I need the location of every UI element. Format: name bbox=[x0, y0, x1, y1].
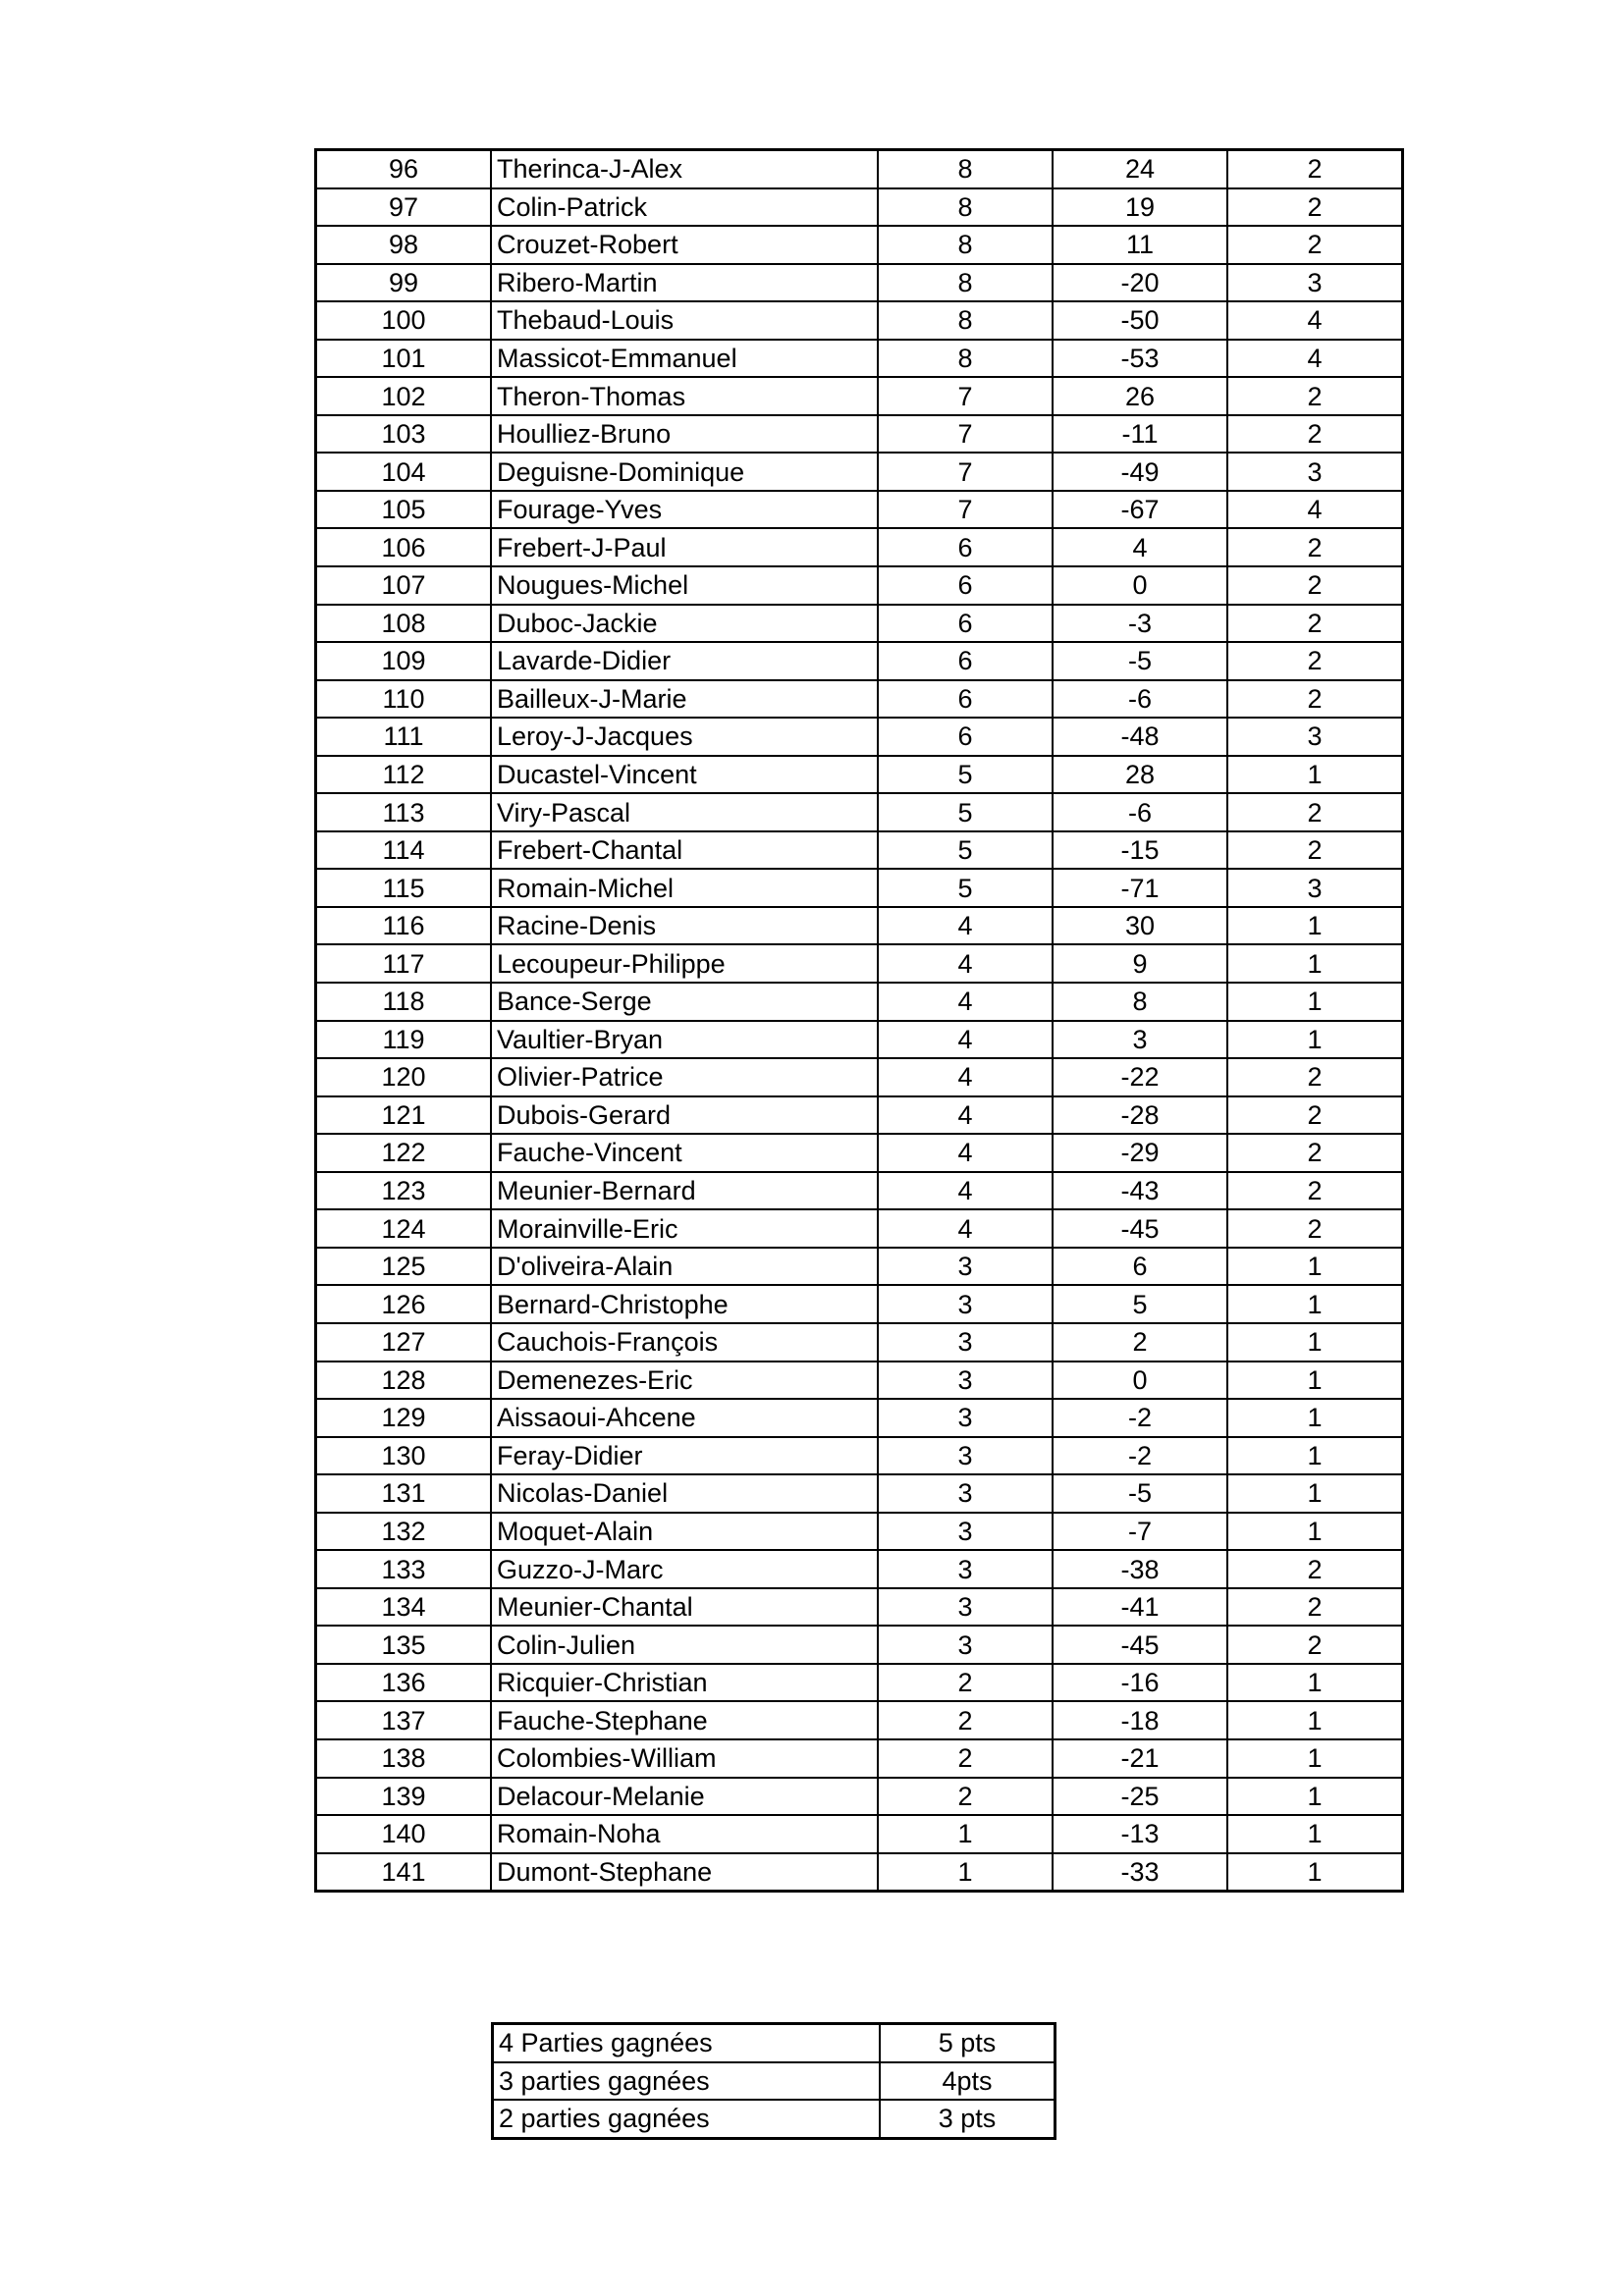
points-cell: 6 bbox=[878, 642, 1053, 680]
rank-cell: 97 bbox=[316, 188, 492, 227]
points-cell: 2 bbox=[878, 1701, 1053, 1739]
score-difference-cell: -15 bbox=[1053, 831, 1227, 870]
score-difference-cell: -28 bbox=[1053, 1096, 1227, 1135]
wins-cell: 2 bbox=[1227, 415, 1403, 454]
rank-cell: 122 bbox=[316, 1134, 492, 1172]
player-name-cell: Demenezes-Eric bbox=[491, 1362, 878, 1400]
player-name-cell: Meunier-Bernard bbox=[491, 1172, 878, 1210]
rank-cell: 118 bbox=[316, 983, 492, 1021]
score-difference-cell: -43 bbox=[1053, 1172, 1227, 1210]
score-difference-cell: 11 bbox=[1053, 226, 1227, 264]
rank-cell: 140 bbox=[316, 1815, 492, 1853]
table-row bbox=[316, 1362, 1403, 1400]
player-name-cell: Viry-Pascal bbox=[491, 793, 878, 831]
score-difference-cell: 5 bbox=[1053, 1285, 1227, 1323]
wins-cell: 3 bbox=[1227, 869, 1403, 907]
player-name-cell: Massicot-Emmanuel bbox=[491, 340, 878, 378]
player-name-cell: Aissaoui-Ahcene bbox=[491, 1399, 878, 1437]
score-difference-cell: 19 bbox=[1053, 188, 1227, 227]
table-row bbox=[316, 1664, 1403, 1702]
points-legend-body bbox=[493, 2024, 1056, 2139]
player-name-cell: Dumont-Stephane bbox=[491, 1853, 878, 1892]
points-cell: 3 bbox=[878, 1626, 1053, 1664]
rank-cell: 120 bbox=[316, 1058, 492, 1096]
rank-cell: 106 bbox=[316, 528, 492, 566]
score-difference-cell: -45 bbox=[1053, 1209, 1227, 1248]
table-row bbox=[316, 188, 1403, 227]
player-name-cell: Morainville-Eric bbox=[491, 1209, 878, 1248]
rank-cell: 124 bbox=[316, 1209, 492, 1248]
points-cell: 3 bbox=[878, 1513, 1053, 1551]
wins-cell: 2 bbox=[1227, 1209, 1403, 1248]
rank-cell: 96 bbox=[316, 150, 492, 188]
player-name-cell: Meunier-Chantal bbox=[491, 1588, 878, 1627]
points-cell: 4 bbox=[878, 944, 1053, 983]
points-cell: 2 bbox=[878, 1739, 1053, 1778]
table-row bbox=[316, 1096, 1403, 1135]
legend-row bbox=[493, 2062, 1056, 2101]
player-name-cell: Colin-Patrick bbox=[491, 188, 878, 227]
ranking-table bbox=[314, 148, 1404, 1893]
wins-cell: 3 bbox=[1227, 264, 1403, 302]
points-cell: 6 bbox=[878, 680, 1053, 719]
wins-cell: 3 bbox=[1227, 453, 1403, 491]
rank-cell: 99 bbox=[316, 264, 492, 302]
player-name-cell: Colombies-William bbox=[491, 1739, 878, 1778]
rank-cell: 128 bbox=[316, 1362, 492, 1400]
score-difference-cell: 0 bbox=[1053, 566, 1227, 605]
rank-cell: 111 bbox=[316, 718, 492, 756]
table-row bbox=[316, 1285, 1403, 1323]
rank-cell: 110 bbox=[316, 680, 492, 719]
player-name-cell: Delacour-Melanie bbox=[491, 1778, 878, 1816]
player-name-cell: Nougues-Michel bbox=[491, 566, 878, 605]
player-name-cell: Guzzo-J-Marc bbox=[491, 1550, 878, 1588]
rank-cell: 141 bbox=[316, 1853, 492, 1892]
table-row bbox=[316, 1513, 1403, 1551]
score-difference-cell: 0 bbox=[1053, 1362, 1227, 1400]
table-row bbox=[316, 415, 1403, 454]
points-cell: 4 bbox=[878, 1172, 1053, 1210]
player-name-cell: Romain-Noha bbox=[491, 1815, 878, 1853]
wins-cell: 2 bbox=[1227, 680, 1403, 719]
rank-cell: 105 bbox=[316, 491, 492, 529]
player-name-cell: Lavarde-Didier bbox=[491, 642, 878, 680]
wins-cell: 2 bbox=[1227, 226, 1403, 264]
score-difference-cell: -21 bbox=[1053, 1739, 1227, 1778]
rank-cell: 123 bbox=[316, 1172, 492, 1210]
rank-cell: 127 bbox=[316, 1323, 492, 1362]
wins-cell: 2 bbox=[1227, 1058, 1403, 1096]
table-row bbox=[316, 566, 1403, 605]
rank-cell: 131 bbox=[316, 1474, 492, 1513]
rank-cell: 139 bbox=[316, 1778, 492, 1816]
table-row bbox=[316, 1588, 1403, 1627]
points-cell: 2 bbox=[878, 1778, 1053, 1816]
table-row bbox=[316, 301, 1403, 340]
table-row bbox=[316, 453, 1403, 491]
player-name-cell: Houlliez-Bruno bbox=[491, 415, 878, 454]
score-difference-cell: -41 bbox=[1053, 1588, 1227, 1627]
score-difference-cell: -6 bbox=[1053, 680, 1227, 719]
rank-cell: 125 bbox=[316, 1248, 492, 1286]
player-name-cell: Fourage-Yves bbox=[491, 491, 878, 529]
table-row bbox=[316, 680, 1403, 719]
player-name-cell: Colin-Julien bbox=[491, 1626, 878, 1664]
table-row bbox=[316, 264, 1403, 302]
points-cell: 8 bbox=[878, 226, 1053, 264]
wins-cell: 1 bbox=[1227, 1778, 1403, 1816]
score-difference-cell: -67 bbox=[1053, 491, 1227, 529]
table-row bbox=[316, 1739, 1403, 1778]
rank-cell: 121 bbox=[316, 1096, 492, 1135]
score-difference-cell: -38 bbox=[1053, 1550, 1227, 1588]
points-cell: 8 bbox=[878, 264, 1053, 302]
player-name-cell: Leroy-J-Jacques bbox=[491, 718, 878, 756]
player-name-cell: Ducastel-Vincent bbox=[491, 756, 878, 794]
score-difference-cell: -6 bbox=[1053, 793, 1227, 831]
wins-cell: 1 bbox=[1227, 1853, 1403, 1892]
player-name-cell: Bailleux-J-Marie bbox=[491, 680, 878, 719]
points-cell: 7 bbox=[878, 377, 1053, 415]
legend-label-cell: 2 parties gagnées bbox=[493, 2100, 881, 2138]
wins-cell: 1 bbox=[1227, 1285, 1403, 1323]
rank-cell: 137 bbox=[316, 1701, 492, 1739]
wins-cell: 2 bbox=[1227, 1172, 1403, 1210]
player-name-cell: Bance-Serge bbox=[491, 983, 878, 1021]
rank-cell: 101 bbox=[316, 340, 492, 378]
rank-cell: 114 bbox=[316, 831, 492, 870]
player-name-cell: Cauchois-François bbox=[491, 1323, 878, 1362]
score-difference-cell: -18 bbox=[1053, 1701, 1227, 1739]
table-row bbox=[316, 1248, 1403, 1286]
table-row bbox=[316, 1701, 1403, 1739]
points-cell: 8 bbox=[878, 150, 1053, 188]
score-difference-cell: -29 bbox=[1053, 1134, 1227, 1172]
score-difference-cell: -50 bbox=[1053, 301, 1227, 340]
table-row bbox=[316, 528, 1403, 566]
table-row bbox=[316, 1437, 1403, 1475]
rank-cell: 112 bbox=[316, 756, 492, 794]
points-cell: 3 bbox=[878, 1248, 1053, 1286]
score-difference-cell: 4 bbox=[1053, 528, 1227, 566]
table-row bbox=[316, 907, 1403, 945]
rank-cell: 117 bbox=[316, 944, 492, 983]
rank-cell: 133 bbox=[316, 1550, 492, 1588]
player-name-cell: Therinca-J-Alex bbox=[491, 150, 878, 188]
score-difference-cell: 6 bbox=[1053, 1248, 1227, 1286]
table-row bbox=[316, 1815, 1403, 1853]
points-cell: 3 bbox=[878, 1588, 1053, 1627]
points-cell: 6 bbox=[878, 528, 1053, 566]
points-cell: 3 bbox=[878, 1399, 1053, 1437]
wins-cell: 1 bbox=[1227, 1362, 1403, 1400]
points-cell: 5 bbox=[878, 831, 1053, 870]
points-cell: 3 bbox=[878, 1285, 1053, 1323]
player-name-cell: Fauche-Stephane bbox=[491, 1701, 878, 1739]
points-cell: 8 bbox=[878, 340, 1053, 378]
table-row bbox=[316, 1209, 1403, 1248]
score-difference-cell: 9 bbox=[1053, 944, 1227, 983]
table-row bbox=[316, 642, 1403, 680]
score-difference-cell: 24 bbox=[1053, 150, 1227, 188]
score-difference-cell: -7 bbox=[1053, 1513, 1227, 1551]
table-row bbox=[316, 869, 1403, 907]
legend-label-cell: 4 Parties gagnées bbox=[493, 2024, 881, 2062]
wins-cell: 4 bbox=[1227, 301, 1403, 340]
rank-cell: 130 bbox=[316, 1437, 492, 1475]
wins-cell: 2 bbox=[1227, 642, 1403, 680]
player-name-cell: Vaultier-Bryan bbox=[491, 1021, 878, 1059]
player-name-cell: Feray-Didier bbox=[491, 1437, 878, 1475]
points-cell: 4 bbox=[878, 1209, 1053, 1248]
wins-cell: 2 bbox=[1227, 1588, 1403, 1627]
rank-cell: 103 bbox=[316, 415, 492, 454]
score-difference-cell: 8 bbox=[1053, 983, 1227, 1021]
table-row bbox=[316, 1399, 1403, 1437]
table-row bbox=[316, 1474, 1403, 1513]
points-cell: 1 bbox=[878, 1853, 1053, 1892]
score-difference-cell: -2 bbox=[1053, 1437, 1227, 1475]
rank-cell: 108 bbox=[316, 605, 492, 643]
score-difference-cell: 28 bbox=[1053, 756, 1227, 794]
player-name-cell: Romain-Michel bbox=[491, 869, 878, 907]
legend-row bbox=[493, 2024, 1056, 2062]
points-cell: 3 bbox=[878, 1362, 1053, 1400]
wins-cell: 4 bbox=[1227, 491, 1403, 529]
rank-cell: 116 bbox=[316, 907, 492, 945]
table-row bbox=[316, 1853, 1403, 1892]
rank-cell: 107 bbox=[316, 566, 492, 605]
wins-cell: 2 bbox=[1227, 793, 1403, 831]
legend-value-cell: 4pts bbox=[880, 2062, 1056, 2101]
points-cell: 6 bbox=[878, 605, 1053, 643]
wins-cell: 1 bbox=[1227, 1739, 1403, 1778]
table-row bbox=[316, 944, 1403, 983]
points-cell: 7 bbox=[878, 453, 1053, 491]
wins-cell: 4 bbox=[1227, 340, 1403, 378]
wins-cell: 1 bbox=[1227, 1815, 1403, 1853]
legend-row bbox=[493, 2100, 1056, 2138]
wins-cell: 2 bbox=[1227, 1550, 1403, 1588]
wins-cell: 1 bbox=[1227, 1664, 1403, 1702]
table-row bbox=[316, 605, 1403, 643]
player-name-cell: Moquet-Alain bbox=[491, 1513, 878, 1551]
player-name-cell: Nicolas-Daniel bbox=[491, 1474, 878, 1513]
table-row bbox=[316, 377, 1403, 415]
points-cell: 5 bbox=[878, 869, 1053, 907]
wins-cell: 1 bbox=[1227, 1399, 1403, 1437]
score-difference-cell: -33 bbox=[1053, 1853, 1227, 1892]
score-difference-cell: 30 bbox=[1053, 907, 1227, 945]
table-row bbox=[316, 1134, 1403, 1172]
wins-cell: 2 bbox=[1227, 528, 1403, 566]
rank-cell: 135 bbox=[316, 1626, 492, 1664]
player-name-cell: Lecoupeur-Philippe bbox=[491, 944, 878, 983]
points-cell: 4 bbox=[878, 983, 1053, 1021]
wins-cell: 1 bbox=[1227, 983, 1403, 1021]
rank-cell: 129 bbox=[316, 1399, 492, 1437]
points-cell: 5 bbox=[878, 756, 1053, 794]
rank-cell: 102 bbox=[316, 377, 492, 415]
points-cell: 6 bbox=[878, 566, 1053, 605]
score-difference-cell: -49 bbox=[1053, 453, 1227, 491]
player-name-cell: Dubois-Gerard bbox=[491, 1096, 878, 1135]
table-row bbox=[316, 491, 1403, 529]
table-row bbox=[316, 226, 1403, 264]
player-name-cell: Ricquier-Christian bbox=[491, 1664, 878, 1702]
rank-cell: 113 bbox=[316, 793, 492, 831]
player-name-cell: Frebert-J-Paul bbox=[491, 528, 878, 566]
wins-cell: 1 bbox=[1227, 756, 1403, 794]
legend-value-cell: 3 pts bbox=[880, 2100, 1056, 2138]
points-cell: 8 bbox=[878, 301, 1053, 340]
player-name-cell: Crouzet-Robert bbox=[491, 226, 878, 264]
rank-cell: 126 bbox=[316, 1285, 492, 1323]
points-cell: 2 bbox=[878, 1664, 1053, 1702]
table-row bbox=[316, 793, 1403, 831]
wins-cell: 2 bbox=[1227, 831, 1403, 870]
points-cell: 6 bbox=[878, 718, 1053, 756]
rank-cell: 138 bbox=[316, 1739, 492, 1778]
table-row bbox=[316, 756, 1403, 794]
wins-cell: 1 bbox=[1227, 907, 1403, 945]
player-name-cell: Olivier-Patrice bbox=[491, 1058, 878, 1096]
score-difference-cell: -13 bbox=[1053, 1815, 1227, 1853]
score-difference-cell: -16 bbox=[1053, 1664, 1227, 1702]
score-difference-cell: -3 bbox=[1053, 605, 1227, 643]
score-difference-cell: -20 bbox=[1053, 264, 1227, 302]
score-difference-cell: 3 bbox=[1053, 1021, 1227, 1059]
legend-label-cell: 3 parties gagnées bbox=[493, 2062, 881, 2101]
table-row bbox=[316, 983, 1403, 1021]
wins-cell: 2 bbox=[1227, 1096, 1403, 1135]
wins-cell: 2 bbox=[1227, 1626, 1403, 1664]
player-name-cell: Frebert-Chantal bbox=[491, 831, 878, 870]
score-difference-cell: -71 bbox=[1053, 869, 1227, 907]
points-cell: 4 bbox=[878, 1134, 1053, 1172]
player-name-cell: Fauche-Vincent bbox=[491, 1134, 878, 1172]
player-name-cell: Deguisne-Dominique bbox=[491, 453, 878, 491]
legend-value-cell: 5 pts bbox=[880, 2024, 1056, 2062]
score-difference-cell: -25 bbox=[1053, 1778, 1227, 1816]
rank-cell: 104 bbox=[316, 453, 492, 491]
points-cell: 4 bbox=[878, 1058, 1053, 1096]
wins-cell: 1 bbox=[1227, 1248, 1403, 1286]
points-cell: 4 bbox=[878, 907, 1053, 945]
table-row bbox=[316, 718, 1403, 756]
points-cell: 1 bbox=[878, 1815, 1053, 1853]
points-cell: 4 bbox=[878, 1021, 1053, 1059]
player-name-cell: Bernard-Christophe bbox=[491, 1285, 878, 1323]
player-name-cell: Duboc-Jackie bbox=[491, 605, 878, 643]
player-name-cell: D'oliveira-Alain bbox=[491, 1248, 878, 1286]
score-difference-cell: -11 bbox=[1053, 415, 1227, 454]
score-difference-cell: -48 bbox=[1053, 718, 1227, 756]
score-difference-cell: -5 bbox=[1053, 642, 1227, 680]
table-row bbox=[316, 340, 1403, 378]
wins-cell: 2 bbox=[1227, 605, 1403, 643]
wins-cell: 2 bbox=[1227, 377, 1403, 415]
wins-cell: 1 bbox=[1227, 1323, 1403, 1362]
table-row bbox=[316, 1021, 1403, 1059]
wins-cell: 2 bbox=[1227, 150, 1403, 188]
points-cell: 3 bbox=[878, 1323, 1053, 1362]
rank-cell: 109 bbox=[316, 642, 492, 680]
points-cell: 7 bbox=[878, 415, 1053, 454]
points-cell: 8 bbox=[878, 188, 1053, 227]
table-row bbox=[316, 831, 1403, 870]
score-difference-cell: -2 bbox=[1053, 1399, 1227, 1437]
player-name-cell: Thebaud-Louis bbox=[491, 301, 878, 340]
wins-cell: 2 bbox=[1227, 566, 1403, 605]
points-cell: 4 bbox=[878, 1096, 1053, 1135]
rank-cell: 134 bbox=[316, 1588, 492, 1627]
table-row bbox=[316, 1323, 1403, 1362]
rank-cell: 98 bbox=[316, 226, 492, 264]
player-name-cell: Ribero-Martin bbox=[491, 264, 878, 302]
rank-cell: 115 bbox=[316, 869, 492, 907]
score-difference-cell: 2 bbox=[1053, 1323, 1227, 1362]
table-row bbox=[316, 1550, 1403, 1588]
table-row bbox=[316, 1626, 1403, 1664]
wins-cell: 1 bbox=[1227, 1437, 1403, 1475]
points-cell: 5 bbox=[878, 793, 1053, 831]
score-difference-cell: 26 bbox=[1053, 377, 1227, 415]
points-cell: 3 bbox=[878, 1550, 1053, 1588]
player-name-cell: Theron-Thomas bbox=[491, 377, 878, 415]
wins-cell: 2 bbox=[1227, 188, 1403, 227]
score-difference-cell: -22 bbox=[1053, 1058, 1227, 1096]
ranking-table-body bbox=[316, 150, 1403, 1892]
table-row bbox=[316, 150, 1403, 188]
rank-cell: 132 bbox=[316, 1513, 492, 1551]
score-difference-cell: -53 bbox=[1053, 340, 1227, 378]
score-difference-cell: -5 bbox=[1053, 1474, 1227, 1513]
table-row bbox=[316, 1172, 1403, 1210]
points-cell: 3 bbox=[878, 1474, 1053, 1513]
wins-cell: 1 bbox=[1227, 1021, 1403, 1059]
wins-cell: 2 bbox=[1227, 1134, 1403, 1172]
wins-cell: 1 bbox=[1227, 1701, 1403, 1739]
rank-cell: 100 bbox=[316, 301, 492, 340]
points-legend-table bbox=[491, 2022, 1056, 2140]
wins-cell: 1 bbox=[1227, 1474, 1403, 1513]
points-cell: 7 bbox=[878, 491, 1053, 529]
wins-cell: 3 bbox=[1227, 718, 1403, 756]
wins-cell: 1 bbox=[1227, 1513, 1403, 1551]
player-name-cell: Racine-Denis bbox=[491, 907, 878, 945]
points-cell: 3 bbox=[878, 1437, 1053, 1475]
table-row bbox=[316, 1058, 1403, 1096]
rank-cell: 136 bbox=[316, 1664, 492, 1702]
score-difference-cell: -45 bbox=[1053, 1626, 1227, 1664]
wins-cell: 1 bbox=[1227, 944, 1403, 983]
rank-cell: 119 bbox=[316, 1021, 492, 1059]
table-row bbox=[316, 1778, 1403, 1816]
